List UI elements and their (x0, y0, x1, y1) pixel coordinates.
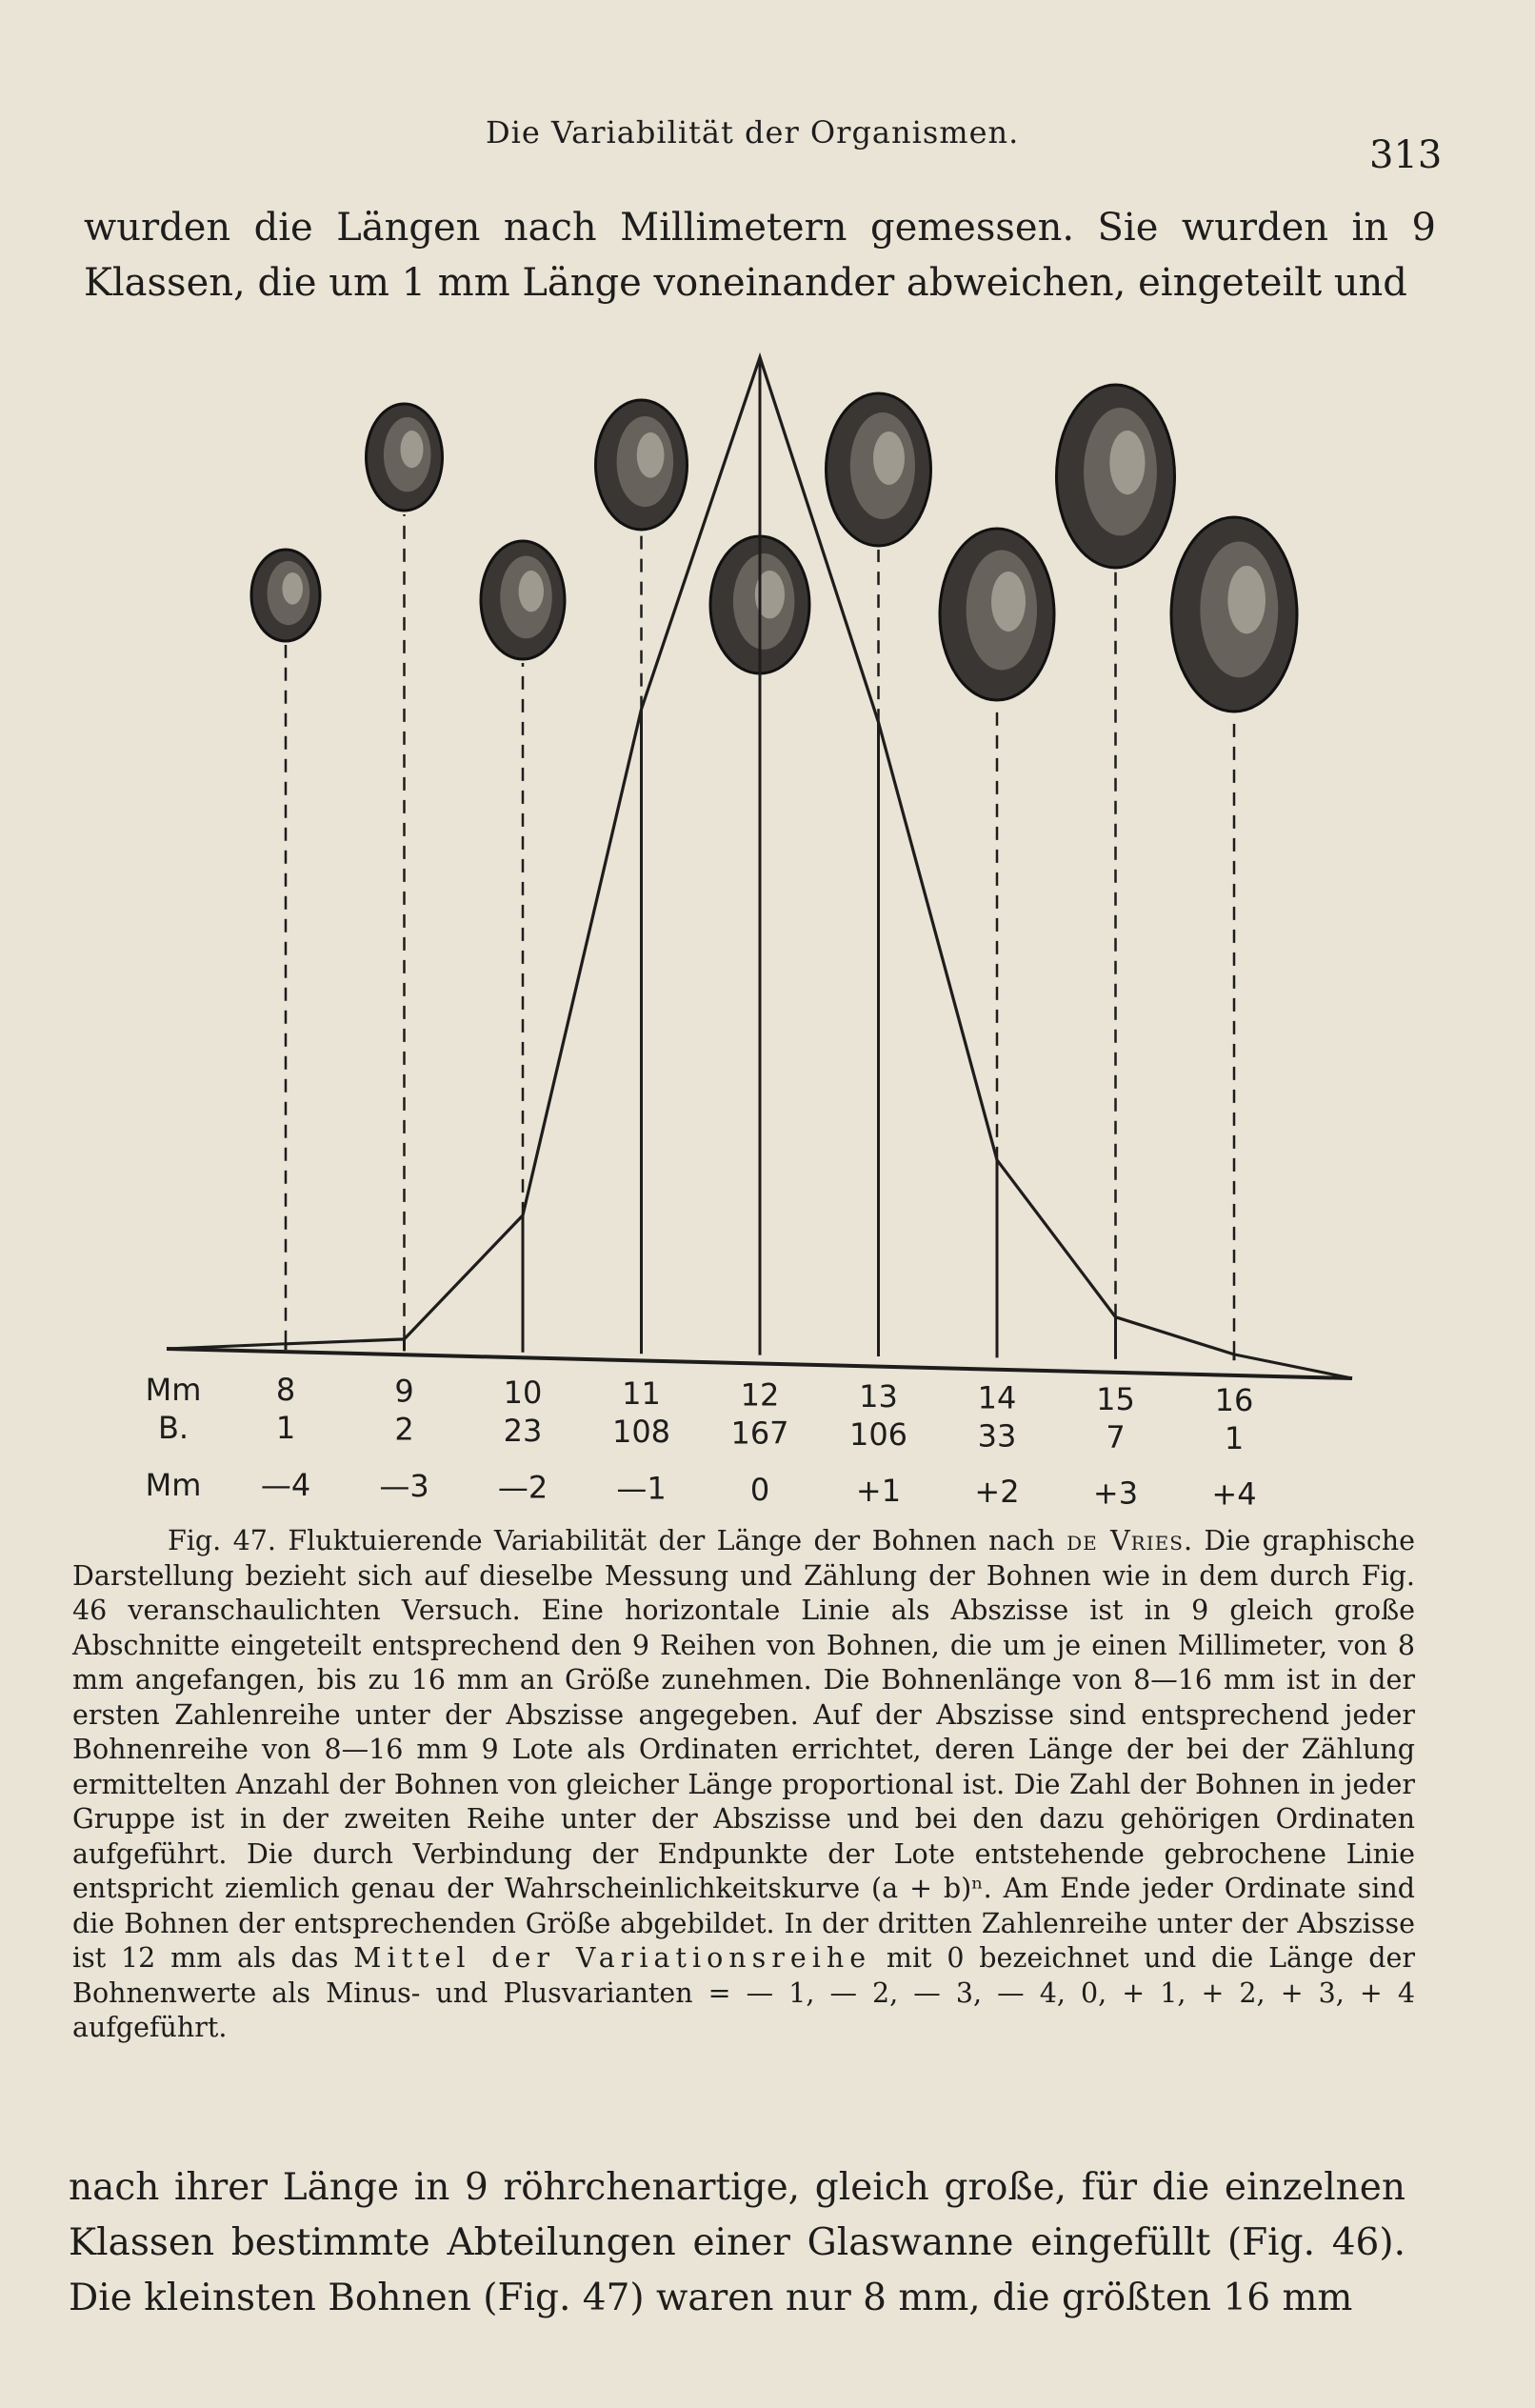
caption-author: de Vries (1067, 1525, 1184, 1556)
deviation-label-8: —4 (260, 1467, 311, 1503)
caption-text-start: Fluktuierende Variabilität der Länge der Bohnen nach (288, 1525, 1055, 1556)
bean-speckle (401, 431, 424, 468)
bean-speckle (1109, 431, 1145, 494)
axis-labels (146, 1372, 1257, 1513)
bean-speckle (1227, 566, 1266, 633)
deviation-label-11: —1 (616, 1470, 667, 1507)
count-label-8: 1 (275, 1410, 296, 1446)
tick-label-mm-9: 9 (394, 1373, 414, 1410)
deviation-label-13: +1 (855, 1473, 902, 1509)
top-paragraph: wurden die Längen nach Millimetern gemessen. Sie wurden in 9 Klassen, die um 1 mm Länge voneinander abweichen, eingeteilt und (84, 206, 1436, 305)
row-label-2: Mm (145, 1467, 202, 1503)
bean-15 (1057, 385, 1175, 568)
tick-label-mm-13: 13 (859, 1378, 898, 1415)
bean-14 (940, 529, 1054, 700)
tick-label-mm-11: 11 (622, 1375, 661, 1413)
tick-label-mm-16: 16 (1214, 1382, 1254, 1419)
page-number: 313 (1369, 133, 1443, 177)
tick-label-mm-8: 8 (275, 1372, 296, 1408)
bean-illustrations (251, 385, 1297, 712)
deviation-label-16: +4 (1211, 1475, 1257, 1513)
bean-13 (827, 393, 931, 546)
deviation-label-14: +2 (974, 1474, 1020, 1511)
bean-speckle (519, 571, 544, 612)
caption-spaced-phrase: Mittel der Variationsreihe (353, 1942, 872, 1974)
bean-length-figure (0, 324, 1535, 1534)
bean-speckle (991, 572, 1026, 632)
count-label-12: 167 (730, 1415, 789, 1452)
count-label-9: 2 (394, 1411, 414, 1448)
bean-8 (251, 550, 320, 641)
deviation-label-15: +3 (1092, 1475, 1139, 1512)
tick-label-mm-15: 15 (1096, 1380, 1135, 1417)
bean-9 (367, 404, 443, 511)
bean-speckle (282, 572, 303, 605)
bean-10 (481, 541, 565, 659)
caption-fig-label: Fig. 47. (168, 1525, 276, 1556)
count-label-15: 7 (1106, 1418, 1126, 1455)
row-label-0: Mm (145, 1372, 202, 1408)
count-label-16: 1 (1224, 1420, 1245, 1457)
count-label-14: 33 (977, 1417, 1017, 1455)
tick-label-mm-10: 10 (503, 1374, 543, 1411)
tick-label-mm-14: 14 (977, 1379, 1017, 1416)
count-label-13: 106 (848, 1416, 908, 1453)
bean-11 (596, 400, 688, 530)
deviation-label-9: —3 (379, 1468, 429, 1505)
bottom-paragraph: nach ihrer Länge in 9 röhrchenartige, gleich große, für die einzelnen Klassen bestimmte Abteilungen einer Glaswanne eingefüllt (Fig. 46). Die kleinsten Bohnen (Fig. 47) waren nur 8 mm, die größten 16 mm (69, 2166, 1405, 2319)
count-label-11: 108 (611, 1414, 671, 1451)
bean-speckle (873, 431, 905, 485)
curve-tail-left (167, 1344, 286, 1349)
deviation-label-12: 0 (749, 1471, 770, 1508)
running-head: Die Variabilität der Organismen. (486, 114, 1020, 150)
caption-text-end: mit 0 bezeichnet und die Länge der Bohnenwerte als Minus- und Plusvarianten = — 1, — 2, — 3, — 4, 0, + 1, + 2, + 3, + 4 aufgeführt. (72, 1942, 1416, 2043)
tick-label-mm-12: 12 (740, 1376, 780, 1414)
count-label-10: 23 (503, 1412, 543, 1449)
deviation-label-10: —2 (497, 1469, 548, 1506)
bean-16 (1171, 517, 1297, 712)
bean-speckle (637, 432, 665, 478)
figure-caption (72, 1524, 1415, 2046)
caption-text-middle: . Die graphische Darstellung bezieht sich auf dieselbe Messung und Zählung der Bohnen wie in dem durch Fig. 46 veranschaulichten Versuch. Eine horizontale Linie als Abszisse ist in 9 gleich große Abschnitte eingeteilt entsprechend den 9 Reihen von Bohnen, die um je einen Millimeter, von 8 mm angefangen, bis zu 16 mm an Größe zunehmen. Die Bohnenlänge von 8—16 mm ist in der ersten Zahlenreihe unter der Abszisse angegeben. Auf der Abszisse sind entsprechend jeder Bohnenreihe von 8—16 mm 9 Lote als Ordinaten errichtet, deren Länge der bei der Zählung ermittelten Anzahl der Bohnen von gleicher Länge proportional ist. Die Zahl der Bohnen in jeder Gruppe ist in der zweiten Reihe unter der Abszisse und bei den dazu gehörigen Ordinaten aufgeführt. Die durch Verbindung der Endpunkte der Lote entstehende gebrochene Linie entspricht ziemlich genau der Wahrscheinlichkeitskurve (a + b)ⁿ. Am Ende jeder Ordinate sind die Bohnen der entsprechenden Größe abgebildet. In der dritten Zahlenreihe unter der Abszisse ist 12 mm als das (72, 1525, 1416, 1974)
row-label-1: B. (157, 1410, 189, 1446)
